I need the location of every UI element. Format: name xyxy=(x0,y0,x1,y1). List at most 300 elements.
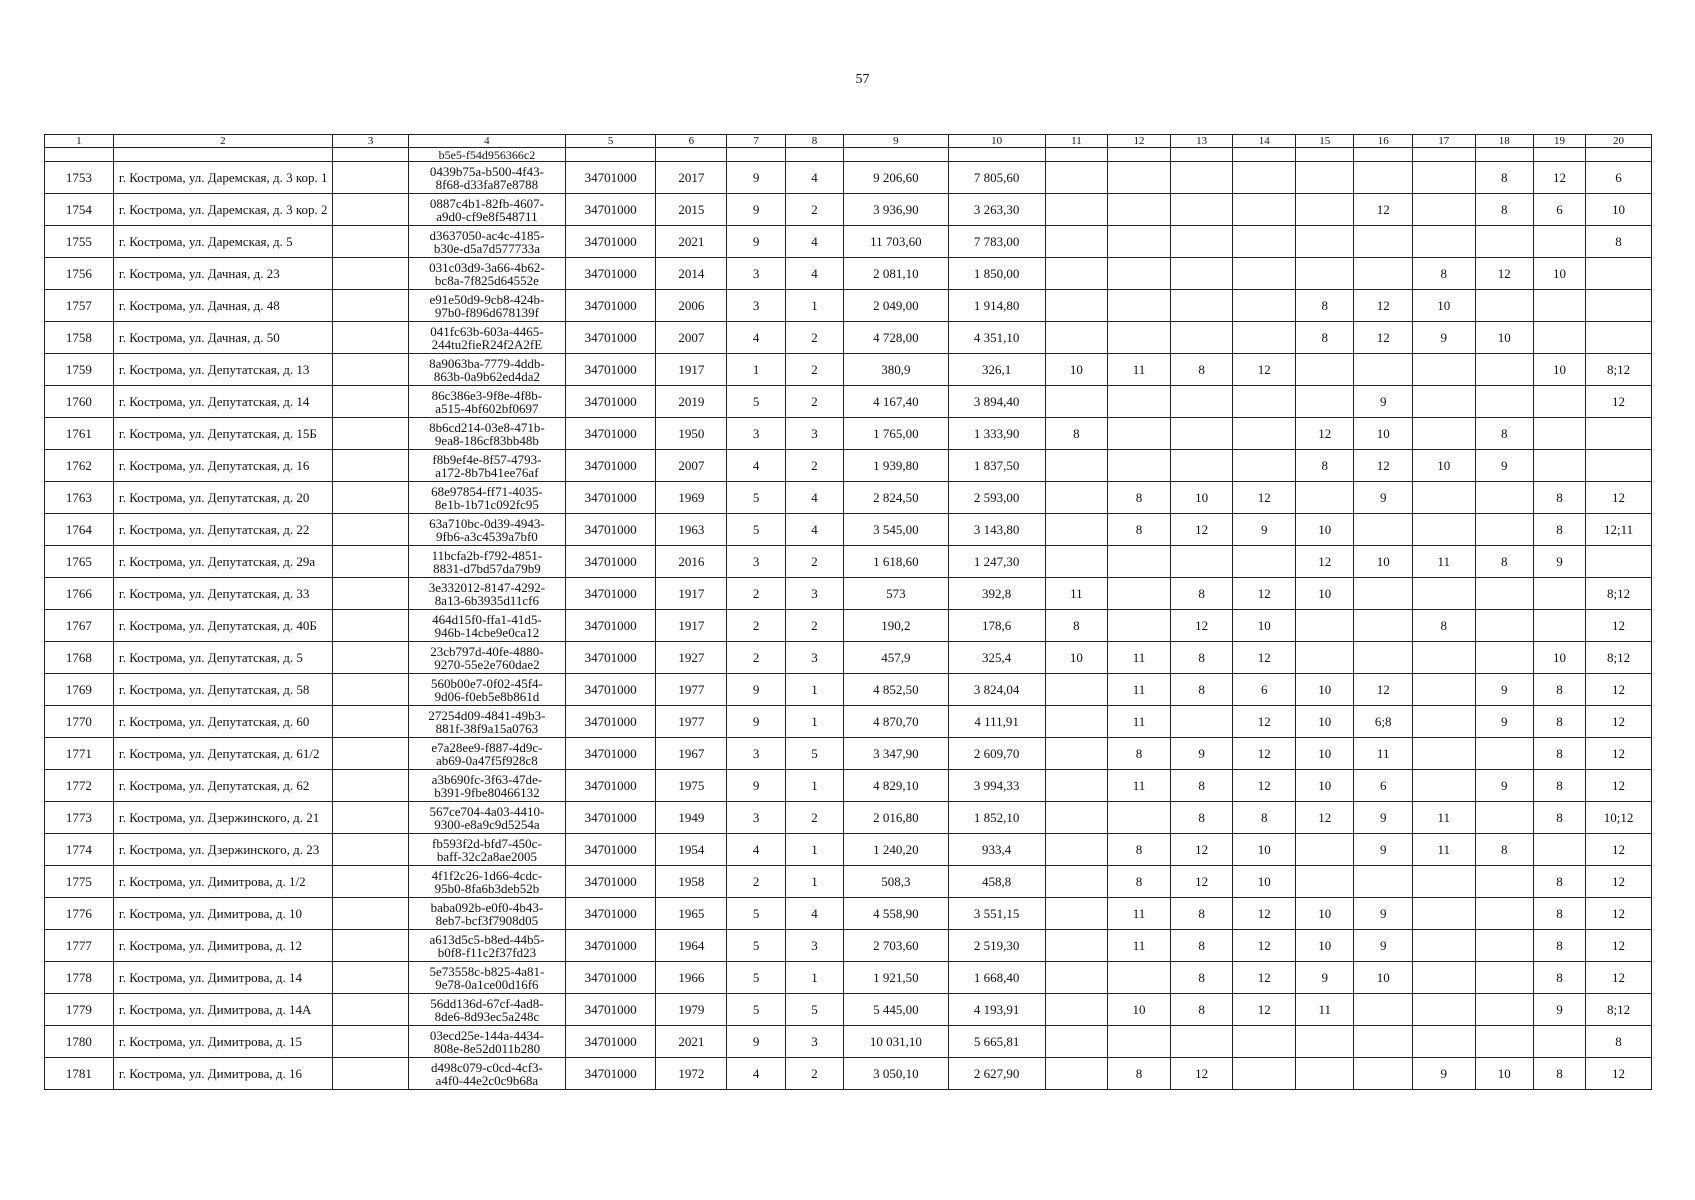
value-cell-18: 9 xyxy=(1475,674,1533,706)
floors-cell: 4 xyxy=(727,450,785,482)
oktmo-cell: 34701000 xyxy=(565,674,656,706)
total-area-cell: 573 xyxy=(844,578,948,610)
value-cell-14: 12 xyxy=(1233,578,1296,610)
oktmo-cell: 34701000 xyxy=(565,706,656,738)
value-cell-14: 10 xyxy=(1233,610,1296,642)
total-area-cell: 2 049,00 xyxy=(844,290,948,322)
table-row xyxy=(45,1026,1652,1058)
guid-line: 041fc63b-603a-4465- xyxy=(430,323,544,339)
guid-line: 560b00e7-0f02-45f4- xyxy=(430,675,543,691)
value-cell-17: 9 xyxy=(1412,322,1475,354)
oktmo-cell: 34701000 xyxy=(565,226,656,258)
oktmo-cell: 34701000 xyxy=(565,162,656,194)
entrances-cell: 1 xyxy=(785,706,843,738)
living-area-cell: 1 668,40 xyxy=(948,962,1045,994)
year-built-cell: 1917 xyxy=(656,354,727,386)
table-row xyxy=(45,322,1652,354)
value-cell-15: 12 xyxy=(1296,418,1354,450)
address-cell: г. Кострома, ул. Дачная, д. 48 xyxy=(113,290,332,322)
value-cell-16 xyxy=(1354,642,1412,674)
address-cell: г. Кострома, ул. Димитрова, д. 1/2 xyxy=(113,866,332,898)
value-cell-14: 12 xyxy=(1233,354,1296,386)
year-built-cell: 1964 xyxy=(656,930,727,962)
row-number-cell: 1764 xyxy=(45,514,114,546)
oktmo-cell: 34701000 xyxy=(565,994,656,1026)
value-cell-11: 10 xyxy=(1045,354,1108,386)
year-built-cell: 1967 xyxy=(656,738,727,770)
floors-cell: 2 xyxy=(727,866,785,898)
value-cell-16: 10 xyxy=(1354,418,1412,450)
table-row xyxy=(45,514,1652,546)
guid-cell xyxy=(409,226,566,258)
empty-cell xyxy=(332,482,408,514)
column-number-header: 9 xyxy=(844,135,948,148)
value-cell-18: 10 xyxy=(1475,322,1533,354)
empty-cell xyxy=(332,642,408,674)
value-cell-15 xyxy=(1296,162,1354,194)
empty-cell xyxy=(332,450,408,482)
living-area-cell: 326,1 xyxy=(948,354,1045,386)
value-cell-20 xyxy=(1586,322,1652,354)
value-cell-17 xyxy=(1412,994,1475,1026)
column-number-header: 1 xyxy=(45,135,114,148)
guid-line: 8f68-d33fa87e8788 xyxy=(435,176,539,192)
value-cell-18 xyxy=(1475,642,1533,674)
guid-line: 86c386e3-9f8e-4f8b- xyxy=(431,387,543,403)
entrances-cell: 2 xyxy=(785,386,843,418)
value-cell-14 xyxy=(1233,290,1296,322)
table-row xyxy=(45,674,1652,706)
address-cell: г. Кострома, ул. Димитрова, д. 14 xyxy=(113,962,332,994)
value-cell-20: 12 xyxy=(1586,386,1652,418)
entrances-cell: 3 xyxy=(785,578,843,610)
year-built-cell: 2017 xyxy=(656,162,727,194)
value-cell-16: 10 xyxy=(1354,546,1412,578)
value-cell-14 xyxy=(1233,450,1296,482)
value-cell-18 xyxy=(1475,514,1533,546)
year-built-cell: 2021 xyxy=(656,226,727,258)
empty-cell xyxy=(332,546,408,578)
empty-cell xyxy=(332,834,408,866)
empty-cell xyxy=(332,738,408,770)
value-cell-12 xyxy=(1108,322,1171,354)
value-cell-13: 8 xyxy=(1170,578,1233,610)
oktmo-cell: 34701000 xyxy=(565,866,656,898)
value-cell-17 xyxy=(1412,706,1475,738)
value-cell-20: 12 xyxy=(1586,834,1652,866)
total-area-cell: 457,9 xyxy=(844,642,948,674)
value-cell-14: 12 xyxy=(1233,994,1296,1026)
address-cell: г. Кострома, ул. Дачная, д. 50 xyxy=(113,322,332,354)
guid-cell xyxy=(409,706,566,738)
value-cell-13 xyxy=(1170,322,1233,354)
value-cell-15: 10 xyxy=(1296,770,1354,802)
value-cell-16 xyxy=(1354,994,1412,1026)
oktmo-cell: 34701000 xyxy=(565,962,656,994)
guid-line: 464d15f0-ffa1-41d5- xyxy=(432,611,542,627)
column-number-header: 3 xyxy=(332,135,408,148)
entrances-cell: 2 xyxy=(785,194,843,226)
living-area-cell: 1 837,50 xyxy=(948,450,1045,482)
address-cell: г. Кострома, ул. Депутатская, д. 58 xyxy=(113,674,332,706)
guid-line: e7a28ee9-f887-4d9c- xyxy=(431,739,543,755)
table-row xyxy=(45,418,1652,450)
value-cell-18 xyxy=(1475,578,1533,610)
value-cell-11 xyxy=(1045,162,1108,194)
value-cell-17 xyxy=(1412,226,1475,258)
entrances-cell: 2 xyxy=(785,610,843,642)
guid-line: 8831-d7bd57da79b9 xyxy=(433,560,541,576)
empty-cell xyxy=(332,770,408,802)
year-built-cell: 1954 xyxy=(656,834,727,866)
living-area-cell: 325,4 xyxy=(948,642,1045,674)
floors-cell: 9 xyxy=(727,770,785,802)
table-row xyxy=(45,770,1652,802)
value-cell-20: 12 xyxy=(1586,866,1652,898)
value-cell-20: 12 xyxy=(1586,1058,1652,1090)
value-cell-11 xyxy=(1045,546,1108,578)
floors-cell: 3 xyxy=(727,290,785,322)
value-cell-13: 8 xyxy=(1170,962,1233,994)
total-area-cell: 4 558,90 xyxy=(844,898,948,930)
table-row xyxy=(45,194,1652,226)
value-cell-14 xyxy=(1233,258,1296,290)
entrances-cell: 2 xyxy=(785,450,843,482)
value-cell-20: 8;12 xyxy=(1586,578,1652,610)
floors-cell: 2 xyxy=(727,610,785,642)
living-area-cell: 458,8 xyxy=(948,866,1045,898)
guid-line: 9fb6-a3c4539a7bf0 xyxy=(436,528,538,544)
value-cell-19: 6 xyxy=(1533,194,1585,226)
value-cell-16: 9 xyxy=(1354,834,1412,866)
value-cell-19 xyxy=(1533,1026,1585,1058)
living-area-cell: 1 247,30 xyxy=(948,546,1045,578)
oktmo-cell: 34701000 xyxy=(565,770,656,802)
value-cell-19: 8 xyxy=(1533,1058,1585,1090)
table-row xyxy=(45,642,1652,674)
value-cell-16: 12 xyxy=(1354,194,1412,226)
value-cell-13: 8 xyxy=(1170,930,1233,962)
value-cell-16: 10 xyxy=(1354,962,1412,994)
column-number-header: 18 xyxy=(1475,135,1533,148)
living-area-cell: 392,8 xyxy=(948,578,1045,610)
value-cell-19: 9 xyxy=(1533,546,1585,578)
empty-cell xyxy=(332,354,408,386)
guid-cell xyxy=(409,290,566,322)
row-number-cell: 1754 xyxy=(45,194,114,226)
table-row xyxy=(45,386,1652,418)
empty-cell xyxy=(332,962,408,994)
value-cell-16 xyxy=(1354,162,1412,194)
guid-line: 11bcfa2b-f792-4851- xyxy=(431,547,543,563)
value-cell-12: 8 xyxy=(1108,482,1171,514)
value-cell-18: 9 xyxy=(1475,706,1533,738)
value-cell-18: 8 xyxy=(1475,834,1533,866)
address-cell: г. Кострома, ул. Даремская, д. 3 кор. 1 xyxy=(113,162,332,194)
guid-line: 63a710bc-0d39-4943- xyxy=(429,515,545,531)
address-cell: г. Кострома, ул. Димитрова, д. 16 xyxy=(113,1058,332,1090)
value-cell-20: 8;12 xyxy=(1586,354,1652,386)
guid-cell xyxy=(409,258,566,290)
year-built-cell: 2014 xyxy=(656,258,727,290)
guid-line: 244tu2fieR24f2A2fE xyxy=(431,336,543,352)
value-cell-11 xyxy=(1045,194,1108,226)
value-cell-16 xyxy=(1354,1026,1412,1058)
value-cell-15: 10 xyxy=(1296,674,1354,706)
row-number-cell: 1779 xyxy=(45,994,114,1026)
value-cell-16 xyxy=(1354,578,1412,610)
value-cell-14: 10 xyxy=(1233,866,1296,898)
year-built-cell: 1977 xyxy=(656,674,727,706)
living-area-cell: 1 850,00 xyxy=(948,258,1045,290)
value-cell-12 xyxy=(1108,450,1171,482)
column-number-header: 12 xyxy=(1108,135,1171,148)
row-number-cell: 1761 xyxy=(45,418,114,450)
column-number-header: 8 xyxy=(785,135,843,148)
total-area-cell: 5 445,00 xyxy=(844,994,948,1026)
value-cell-18 xyxy=(1475,354,1533,386)
guid-line: fb593f2d-bfd7-450c- xyxy=(432,835,542,851)
value-cell-15: 10 xyxy=(1296,930,1354,962)
value-cell-18 xyxy=(1475,866,1533,898)
value-cell-12 xyxy=(1108,386,1171,418)
value-cell-15: 10 xyxy=(1296,578,1354,610)
oktmo-cell: 34701000 xyxy=(565,258,656,290)
value-cell-13: 12 xyxy=(1170,1058,1233,1090)
value-cell-14 xyxy=(1233,1026,1296,1058)
value-cell-17: 8 xyxy=(1412,258,1475,290)
table-row xyxy=(45,706,1652,738)
value-cell-19: 8 xyxy=(1533,898,1585,930)
address-cell: г. Кострома, ул. Дзержинского, д. 21 xyxy=(113,802,332,834)
guid-cell xyxy=(409,1058,566,1090)
address-cell: г. Кострома, ул. Димитрова, д. 14А xyxy=(113,994,332,1026)
empty-cell xyxy=(332,322,408,354)
value-cell-18 xyxy=(1475,898,1533,930)
value-cell-14: 12 xyxy=(1233,706,1296,738)
value-cell-11 xyxy=(1045,994,1108,1026)
total-area-cell: 3 050,10 xyxy=(844,1058,948,1090)
guid-cell xyxy=(409,898,566,930)
guid-line: 68e97854-ff71-4035- xyxy=(431,483,543,499)
value-cell-13: 8 xyxy=(1170,802,1233,834)
value-cell-16: 9 xyxy=(1354,482,1412,514)
value-cell-15: 8 xyxy=(1296,290,1354,322)
total-area-cell: 1 618,60 xyxy=(844,546,948,578)
entrances-cell: 2 xyxy=(785,546,843,578)
address-cell: г. Кострома, ул. Даремская, д. 5 xyxy=(113,226,332,258)
guid-line: a4f0-44e2c0c9b68a xyxy=(435,1072,539,1088)
table-row xyxy=(45,898,1652,930)
value-cell-13 xyxy=(1170,450,1233,482)
value-cell-11: 8 xyxy=(1045,610,1108,642)
empty-cell xyxy=(332,386,408,418)
guid-cell xyxy=(409,738,566,770)
value-cell-16: 12 xyxy=(1354,450,1412,482)
value-cell-15: 12 xyxy=(1296,546,1354,578)
guid-cell xyxy=(409,770,566,802)
floors-cell: 5 xyxy=(727,386,785,418)
value-cell-19 xyxy=(1533,578,1585,610)
column-number-header: 14 xyxy=(1233,135,1296,148)
value-cell-17 xyxy=(1412,578,1475,610)
year-built-cell: 2015 xyxy=(656,194,727,226)
guid-line: baff-32c2a8ae2005 xyxy=(436,848,537,864)
table-row xyxy=(45,578,1652,610)
oktmo-cell: 34701000 xyxy=(565,514,656,546)
value-cell-15: 11 xyxy=(1296,994,1354,1026)
total-area-cell: 11 703,60 xyxy=(844,226,948,258)
address-cell: г. Кострома, ул. Депутатская, д. 13 xyxy=(113,354,332,386)
value-cell-17 xyxy=(1412,930,1475,962)
value-cell-12: 11 xyxy=(1108,674,1171,706)
table-body xyxy=(45,148,1652,1090)
guid-line: 567ce704-4a03-4410- xyxy=(429,803,545,819)
row-number-cell: 1769 xyxy=(45,674,114,706)
value-cell-20: 8 xyxy=(1586,1026,1652,1058)
value-cell-20: 12 xyxy=(1586,930,1652,962)
value-cell-20: 12 xyxy=(1586,674,1652,706)
value-cell-20: 8;12 xyxy=(1586,994,1652,1026)
floors-cell: 2 xyxy=(727,642,785,674)
entrances-cell: 1 xyxy=(785,290,843,322)
value-cell-16 xyxy=(1354,258,1412,290)
guid-line: a9d0-cf9e8f548711 xyxy=(436,208,538,224)
table-row xyxy=(45,450,1652,482)
value-cell-11 xyxy=(1045,514,1108,546)
value-cell-16: 12 xyxy=(1354,674,1412,706)
value-cell-18: 10 xyxy=(1475,1058,1533,1090)
guid-line: a515-4bf602bf0697 xyxy=(435,400,539,416)
address-cell: г. Кострома, ул. Димитрова, д. 10 xyxy=(113,898,332,930)
empty-cell xyxy=(332,578,408,610)
address-cell: г. Кострома, ул. Депутатская, д. 61/2 xyxy=(113,738,332,770)
year-built-cell: 1927 xyxy=(656,642,727,674)
address-cell: г. Кострома, ул. Депутатская, д. 33 xyxy=(113,578,332,610)
value-cell-19: 8 xyxy=(1533,482,1585,514)
value-cell-17 xyxy=(1412,162,1475,194)
table-row xyxy=(45,290,1652,322)
total-area-cell: 1 939,80 xyxy=(844,450,948,482)
value-cell-18 xyxy=(1475,610,1533,642)
year-built-cell: 2007 xyxy=(656,322,727,354)
value-cell-15 xyxy=(1296,354,1354,386)
guid-cell xyxy=(409,674,566,706)
value-cell-18: 8 xyxy=(1475,546,1533,578)
empty-cell xyxy=(332,898,408,930)
empty-cell xyxy=(332,802,408,834)
address-cell: г. Кострома, ул. Дзержинского, д. 23 xyxy=(113,834,332,866)
guid-line: b391-9fbe80466132 xyxy=(434,784,540,800)
guid-cell xyxy=(409,834,566,866)
entrances-cell: 2 xyxy=(785,322,843,354)
living-area-cell: 1 914,80 xyxy=(948,290,1045,322)
row-number-cell: 1763 xyxy=(45,482,114,514)
table-row xyxy=(45,802,1652,834)
continuation-row xyxy=(45,148,1652,162)
value-cell-13 xyxy=(1170,706,1233,738)
value-cell-20: 10;12 xyxy=(1586,802,1652,834)
page-number: 57 xyxy=(855,72,870,87)
floors-cell: 3 xyxy=(727,738,785,770)
value-cell-19: 8 xyxy=(1533,802,1585,834)
value-cell-12 xyxy=(1108,226,1171,258)
value-cell-20: 12 xyxy=(1586,738,1652,770)
value-cell-11: 11 xyxy=(1045,578,1108,610)
continuation-guid: b5e5-f54d956366c2 xyxy=(409,148,566,162)
value-cell-15: 10 xyxy=(1296,706,1354,738)
oktmo-cell: 34701000 xyxy=(565,1058,656,1090)
value-cell-17 xyxy=(1412,642,1475,674)
value-cell-15 xyxy=(1296,610,1354,642)
value-cell-19: 8 xyxy=(1533,962,1585,994)
value-cell-12: 11 xyxy=(1108,930,1171,962)
guid-line: 9270-55e2e760dae2 xyxy=(434,656,540,672)
value-cell-16: 11 xyxy=(1354,738,1412,770)
total-area-cell: 2 824,50 xyxy=(844,482,948,514)
row-number-cell: 1766 xyxy=(45,578,114,610)
value-cell-14: 12 xyxy=(1233,770,1296,802)
floors-cell: 3 xyxy=(727,802,785,834)
row-number-cell: 1777 xyxy=(45,930,114,962)
value-cell-13: 8 xyxy=(1170,898,1233,930)
value-cell-19 xyxy=(1533,386,1585,418)
guid-cell xyxy=(409,802,566,834)
entrances-cell: 1 xyxy=(785,834,843,866)
oktmo-cell: 34701000 xyxy=(565,450,656,482)
column-number-header: 6 xyxy=(656,135,727,148)
guid-line: 4f1f2c26-1d66-4cdc- xyxy=(431,867,543,883)
guid-line: e91e50d9-9cb8-424b- xyxy=(429,291,545,307)
guid-cell xyxy=(409,482,566,514)
value-cell-17: 8 xyxy=(1412,610,1475,642)
value-cell-13 xyxy=(1170,418,1233,450)
column-number-header: 16 xyxy=(1354,135,1412,148)
column-number-header: 15 xyxy=(1296,135,1354,148)
floors-cell: 4 xyxy=(727,834,785,866)
oktmo-cell: 34701000 xyxy=(565,546,656,578)
living-area-cell: 933,4 xyxy=(948,834,1045,866)
value-cell-12 xyxy=(1108,290,1171,322)
value-cell-17 xyxy=(1412,674,1475,706)
value-cell-20: 8;12 xyxy=(1586,642,1652,674)
empty-cell xyxy=(332,162,408,194)
value-cell-15: 8 xyxy=(1296,450,1354,482)
guid-cell xyxy=(409,994,566,1026)
empty-cell xyxy=(332,610,408,642)
value-cell-14 xyxy=(1233,546,1296,578)
value-cell-11 xyxy=(1045,898,1108,930)
oktmo-cell: 34701000 xyxy=(565,578,656,610)
living-area-cell: 1 333,90 xyxy=(948,418,1045,450)
value-cell-18 xyxy=(1475,1026,1533,1058)
empty-cell xyxy=(332,418,408,450)
value-cell-12: 11 xyxy=(1108,706,1171,738)
living-area-cell: 4 111,91 xyxy=(948,706,1045,738)
row-number-cell: 1774 xyxy=(45,834,114,866)
value-cell-14: 10 xyxy=(1233,834,1296,866)
entrances-cell: 1 xyxy=(785,674,843,706)
row-number-cell: 1762 xyxy=(45,450,114,482)
value-cell-20: 12 xyxy=(1586,962,1652,994)
value-cell-14 xyxy=(1233,1058,1296,1090)
value-cell-17 xyxy=(1412,354,1475,386)
value-cell-20 xyxy=(1586,418,1652,450)
entrances-cell: 4 xyxy=(785,898,843,930)
value-cell-14: 12 xyxy=(1233,930,1296,962)
value-cell-14 xyxy=(1233,322,1296,354)
total-area-cell: 3 347,90 xyxy=(844,738,948,770)
